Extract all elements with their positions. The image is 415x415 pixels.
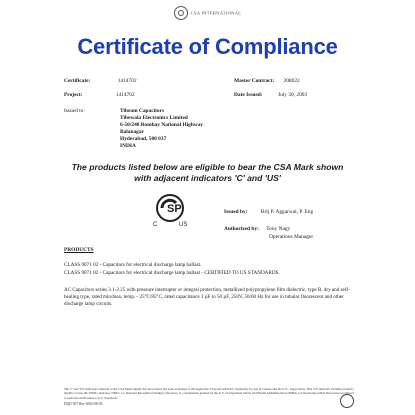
certificate-label: Certificate:: [64, 78, 91, 84]
master-contract-label: Master Contract:: [234, 78, 275, 84]
master-contract-row: [234, 78, 300, 84]
address-line: Balanagar: [120, 129, 144, 135]
product-description: AC Capacitors series 3.1-2.25 with pressure interrupter or integral protection, metallized polypropylene film dielectric, type B, dry and self-healing type, rated min/max. temp. - 25°C/85°C, rated capacitance 1 µF to 50 µF, 250V, 50/60 Hz for use in tubular fluorescent and other discharge lamp circuits.: [64, 287, 350, 308]
csa-mark-icon: [149, 188, 191, 230]
project-row: [64, 92, 135, 98]
date-issued-label: Date Issued:: [234, 92, 263, 98]
certificate-sheet: [56, 4, 359, 408]
address-line: Tibewala Electronics Limited: [120, 115, 188, 121]
authorized-by-title: Operations Manager: [269, 234, 314, 240]
csa-mark-text: SP: [167, 203, 182, 215]
project-label: Project:: [64, 92, 83, 98]
project-value: 1414702: [115, 92, 135, 98]
issued-to-address: [120, 108, 203, 150]
certificate-value: 1414702: [117, 78, 137, 84]
date-issued-value: July 30, 2003: [277, 92, 308, 98]
issued-by-label: Issued by:: [224, 209, 248, 215]
class-line: CLASS 9071 02 - Capacitors for electrical discharge lamp ballast.: [64, 262, 202, 268]
address-line: Tibeam Capacitors: [120, 108, 165, 114]
authorized-by-value: Tony Nagy: [266, 226, 291, 232]
issued-by: [224, 209, 313, 216]
footer-csa-seal-icon: [340, 394, 354, 408]
mark-c-indicator: C: [153, 222, 158, 228]
address-line: 6-50/240 Bombay National Highway: [120, 122, 204, 128]
eligibility-line-2: with adjacent indicators 'C' and 'US': [134, 173, 281, 183]
mark-us-indicator: US: [179, 222, 188, 228]
date-issued-row: [234, 92, 307, 98]
address-line: INDIA: [120, 143, 136, 149]
certificate-row: [64, 78, 137, 84]
header-logo: [56, 6, 359, 20]
fine-print: The 'C' and 'US' indicators adjacent to the CSA Mark signify that the product has been evaluated to the applicable CSA and ANSI/UL Standards, for use in Canada and the U.S., respectively. This 'US' indicator includes products eligible to bear the 'NRTL' indicator. NRTL, i.e. National Recognized Testing Laboratory, is a designation granted by the U.S. Occupational Safety and Health Administration (OSHA) to laboratories which have been recognized to perform certification to U.S. Standards.: [64, 387, 354, 400]
issued-by-value: Brij P. Aggarwal, P. Eng: [260, 209, 314, 215]
address-line: Hyderabad, 500 037: [120, 136, 167, 142]
products-heading: PRODUCTS: [64, 247, 94, 253]
class-line: CLASS 9071 82 - Capacitors for electrical discharge lamp ballast - CERTIFIED TO US STANDARDS.: [64, 270, 280, 276]
eligibility-line-1: The products listed below are eligible to bear the CSA Mark shown: [71, 162, 344, 172]
authorized-by-label: Authorized by:: [224, 226, 259, 232]
authorized-by: [224, 226, 290, 233]
footer-code: DQD 507 Rev 2002-06-03: [64, 402, 103, 406]
csa-seal-icon: [174, 6, 188, 20]
eligibility-statement: [56, 162, 359, 184]
header-org: CSA INTERNATIONAL: [190, 10, 242, 16]
master-contract-value: 208022: [283, 78, 300, 84]
issued-to-label: Issued to:: [64, 108, 85, 114]
page-title: Certificate of Compliance: [77, 34, 338, 59]
